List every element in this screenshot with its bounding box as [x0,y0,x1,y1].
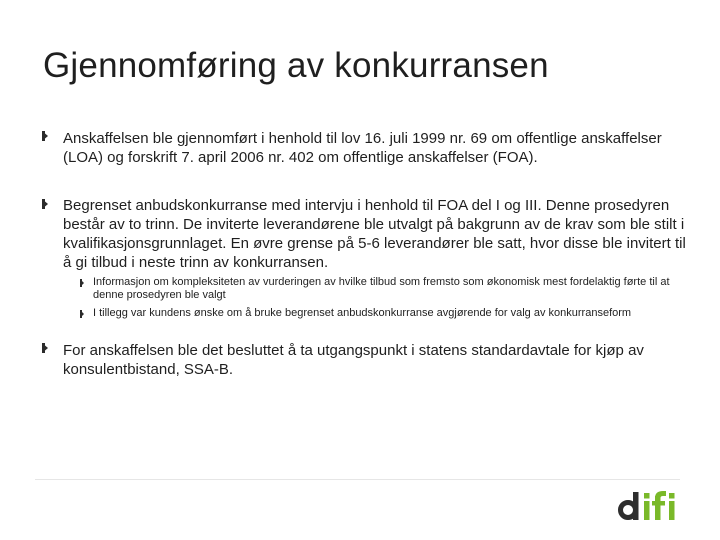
sub-bullet-marker-icon [80,279,84,287]
bullet-marker-icon [42,199,48,209]
sub-bullet-item: I tillegg var kundens ønske om å bruke begrenset anbudskonkurranse avgjørende for valg av konkurranseform [93,307,632,319]
bullet-item: For anskaffelsen ble det besluttet å ta utgangspunkt i statens standardavtale for kjøp av konsulentbistand, SSA-B. [63,342,644,378]
sub-bullet-marker-icon [80,310,84,318]
difi-logo-icon [617,480,687,530]
bullet-marker-icon [42,131,48,141]
bullet-item: Anskaffelsen ble gjennomført i henhold til lov 16. juli 1999 nr. 69 om offentlige anskaffelser (LOA) og forskrift 7. april 2006 nr. 402 om offentlige anskaffelser (FOA). [63,130,662,166]
footer-divider [35,479,680,480]
slide-title: Gjennomføring av konkurransen [43,46,549,85]
bullet-marker-icon [42,343,48,353]
bullet-item: Begrenset anbudskonkurranse med intervju i henhold til FOA del I og III. Denne prosedyren består av to trinn. De inviterte leverandørene ble utvalgt på bakgrunn av de krav som ble stilt i kvalifikasjonsgrunnlaget. En øvre grense på 5-6 leverandører ble satt, hvor disse ble invitert til å gi tilbud i neste trinn av konkurransen. [63,197,686,271]
sub-bullet-item: Informasjon om kompleksiteten av vurderingen av hvilke tilbud som fremsto som økonomisk mest fordelaktig førte til at denne prosedyren ble valgt [93,276,670,301]
difi-logo [617,480,687,530]
